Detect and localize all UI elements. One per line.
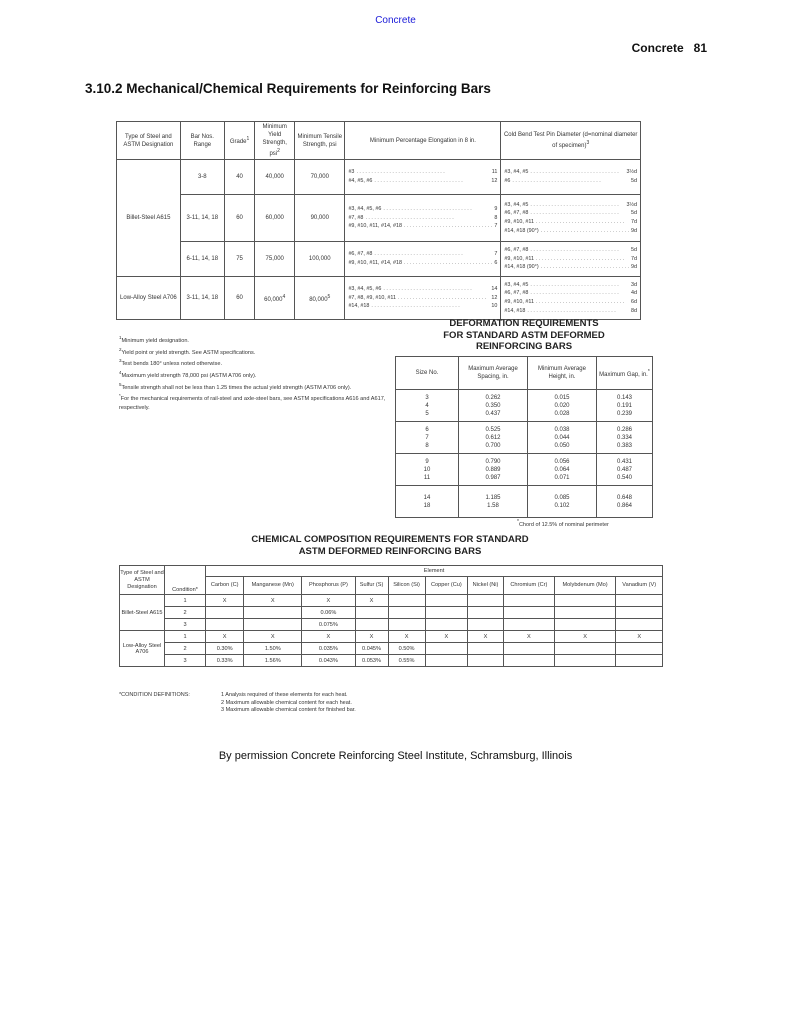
cell-element-value: 0.50% xyxy=(388,643,425,655)
table-row xyxy=(396,422,653,454)
cell-gap: 0.648 0.864 xyxy=(597,486,653,518)
cell-grade: 60 xyxy=(224,195,255,242)
cell-grade: 75 xyxy=(224,242,255,277)
col-header-element: Element xyxy=(206,566,663,577)
cell-element-value xyxy=(206,619,244,631)
cell-element-value xyxy=(355,607,388,619)
cell-element-value xyxy=(468,595,504,607)
col-header-yield: Minimum Yield Strength, psi$^2$ xyxy=(255,122,295,160)
cell-element-value xyxy=(244,619,302,631)
cell-element-value: 0.045% xyxy=(355,643,388,655)
element-header: Carbon (C) xyxy=(206,577,244,595)
cell-element-value: X xyxy=(355,631,388,643)
cell-element-value xyxy=(388,595,425,607)
cell-element-value: 0.053% xyxy=(355,655,388,667)
cell-element-value: 1.50% xyxy=(244,643,302,655)
deformation-table xyxy=(395,356,653,518)
cell-bend: #3, #4, #5 . . . 3d #6, #7, #8 . . . 4d #9, #10, #11 . . . 6d #14, #18 . . . 8d xyxy=(501,277,641,320)
cell-grade: 60 xyxy=(224,277,255,320)
col-header-height: Minimum Average Height, in. xyxy=(528,357,597,390)
cell-elongation: #3, #4, #5, #6 . . . 9 #7, #8 . . . 8 #9, #10, #11, #14, #18 . . . 7 xyxy=(345,195,501,242)
cell-element-value xyxy=(425,643,468,655)
cell-element-value: X xyxy=(503,631,554,643)
cell-element-value xyxy=(554,607,616,619)
cell-height: 0.085 0.102 xyxy=(528,486,597,518)
cell-height: 0.056 0.064 0.071 xyxy=(528,454,597,486)
footnote: $^2$Yield point or yield strength. See ASTM specifications. xyxy=(119,346,256,356)
cell-element-value xyxy=(554,643,616,655)
cell-element-value xyxy=(468,655,504,667)
cell-element-value xyxy=(616,619,663,631)
element-header: Sulfur (S) xyxy=(355,577,388,595)
section-title: 3.10.2 Mechanical/Chemical Requirements for Reinforcing Bars xyxy=(85,81,491,96)
group-label: Low-Alloy Steel A706 xyxy=(117,277,181,320)
cell-gap: 0.431 0.487 0.540 xyxy=(597,454,653,486)
cell-element-value: 1.56% xyxy=(244,655,302,667)
cell-spacing: 0.790 0.889 0.987 xyxy=(459,454,528,486)
footnotes xyxy=(119,334,389,413)
table-row xyxy=(117,277,641,320)
cell-element-value xyxy=(425,595,468,607)
cell-element-value xyxy=(425,607,468,619)
cell-condition: 3 xyxy=(165,619,206,631)
cell-tensile: 100,000 xyxy=(295,242,345,277)
col-header-bar-nos: Bar Nos. Range xyxy=(180,122,224,160)
top-link[interactable]: Concrete xyxy=(375,15,416,26)
cell-element-value xyxy=(388,619,425,631)
col-header-grade: Grade$^1$ xyxy=(224,122,255,160)
cell-element-value: X xyxy=(616,631,663,643)
cell-bend: #3, #4, #5 . . . 3½d #6, #7, #8 . . . 5d #9, #10, #11 . . . 7d #14, #18 (90°) . . . 9d xyxy=(501,195,641,242)
condition-definition: 2 Maximum allowable chemical content for each heat. xyxy=(221,699,352,706)
element-header: Copper (Cu) xyxy=(425,577,468,595)
cell-tensile: 90,000 xyxy=(295,195,345,242)
group-label: Billet-Steel A615 xyxy=(117,160,181,277)
deformation-title-line: REINFORCING BARS xyxy=(475,341,573,352)
element-header: Manganese (Mn) xyxy=(244,577,302,595)
table-row xyxy=(396,486,653,518)
element-header: Vanadium (V) xyxy=(616,577,663,595)
table-row xyxy=(396,454,653,486)
condition-definitions-label: *CONDITION DEFINITIONS: xyxy=(119,692,190,698)
condition-definition: 3 Maximum allowable chemical content for finished bar. xyxy=(221,707,356,714)
cell-element-value: X xyxy=(244,631,302,643)
cell-elongation: #3, #4, #5, #6 . . . 14 #7, #8, #9, #10, #11 . . . 12 #14, #18 . . . 10 xyxy=(345,277,501,320)
footnote: $^3$Test bends 180° unless noted otherwise. xyxy=(119,358,223,368)
cell-element-value: 0.043% xyxy=(302,655,355,667)
cell-element-value: 0.075% xyxy=(302,619,355,631)
cell-element-value xyxy=(244,607,302,619)
deformation-title-line: DEFORMATION REQUIREMENTS xyxy=(449,318,599,329)
table-row xyxy=(120,655,663,667)
cell-size: 3 4 5 xyxy=(396,390,459,422)
cell-element-value xyxy=(468,619,504,631)
cell-element-value: X xyxy=(206,595,244,607)
table-row xyxy=(117,160,641,195)
cell-bars: 3-11, 14, 18 xyxy=(180,195,224,242)
cell-grade: 40 xyxy=(224,160,255,195)
cell-element-value xyxy=(503,607,554,619)
cell-element-value xyxy=(503,655,554,667)
cell-height: 0.015 0.020 0.028 xyxy=(528,390,597,422)
cell-element-value: 0.30% xyxy=(206,643,244,655)
running-header xyxy=(632,41,707,55)
cell-element-value: X xyxy=(425,631,468,643)
cell-yield: 40,000 xyxy=(255,160,295,195)
cell-element-value: X xyxy=(206,631,244,643)
group-label: Low-Alloy Steel A706 xyxy=(120,631,165,667)
cell-gap: 0.143 0.191 0.239 xyxy=(597,390,653,422)
chemical-title-line: ASTM DEFORMED REINFORCING BARS xyxy=(298,545,482,557)
cell-size: 6 7 8 xyxy=(396,422,459,454)
footnote: $^1$Minimum yield designation. xyxy=(119,335,189,344)
cell-element-value xyxy=(425,619,468,631)
cell-element-value xyxy=(616,655,663,667)
cell-element-value xyxy=(616,643,663,655)
cell-element-value: X xyxy=(388,631,425,643)
chemical-composition-table xyxy=(119,565,663,667)
cell-element-value xyxy=(616,595,663,607)
mechanical-requirements-table xyxy=(116,121,641,320)
cell-element-value: 0.035% xyxy=(302,643,355,655)
footnote: $^4$Maximum yield strength 78,000 psi (ASTM A706 only). xyxy=(119,369,257,379)
col-header-spacing: Maximum Average Spacing, in. xyxy=(459,357,528,390)
col-header-type: Type of Steel and ASTM Designation xyxy=(120,566,165,595)
cell-element-value xyxy=(503,595,554,607)
col-header-elongation: Minimum Percentage Elongation in 8 in. xyxy=(345,122,501,160)
condition-definitions xyxy=(119,692,356,715)
chemical-body xyxy=(120,595,663,667)
cell-element-value xyxy=(388,607,425,619)
deformation-note: *Chord of 12.5% of nominal perimeter xyxy=(517,519,609,528)
cell-yield: 75,000 xyxy=(255,242,295,277)
cell-element-value xyxy=(468,607,504,619)
col-header-size: Size No. xyxy=(396,357,459,390)
condition-definition: 1 Analysis required of these elements for each heat. xyxy=(221,692,348,698)
col-header-bend: Cold Bend Test Pin Diameter (d=nominal diameter of specimen)$^3$ xyxy=(501,122,641,160)
cell-elongation: #6, #7, #8 . . . 7 #9, #10, #11, #14, #18 . . . 6 xyxy=(345,242,501,277)
cell-element-value: 0.55% xyxy=(388,655,425,667)
running-title: Concrete xyxy=(631,41,684,55)
group-label: Billet-Steel A615 xyxy=(120,595,165,631)
cell-element-value: X xyxy=(554,631,616,643)
cell-element-value xyxy=(503,619,554,631)
cell-height: 0.038 0.044 0.050 xyxy=(528,422,597,454)
cell-element-value xyxy=(355,619,388,631)
cell-spacing: 0.262 0.350 0.437 xyxy=(459,390,528,422)
col-header-tensile: Minimum Tensile Strength, psi xyxy=(295,122,345,160)
cell-elongation: #3 . . . 11 #4, #5, #6 . . . 12 xyxy=(345,160,501,195)
table-row xyxy=(120,643,663,655)
element-header: Nickel (Ni) xyxy=(468,577,504,595)
cell-tensile: 70,000 xyxy=(295,160,345,195)
cell-element-value: X xyxy=(244,595,302,607)
cell-yield: 60,000 xyxy=(255,195,295,242)
cell-element-value xyxy=(554,655,616,667)
table-row xyxy=(120,607,663,619)
cell-element-value: X xyxy=(302,631,355,643)
cell-yield: 60,000$^4$ xyxy=(255,277,295,320)
page-number: 81 xyxy=(693,41,707,55)
table-row xyxy=(120,595,663,607)
credit-line: By permission Concrete Reinforcing Steel Institute, Schramsburg, Illinois xyxy=(218,750,573,762)
col-header-condition: Condition* xyxy=(165,566,206,595)
footnote: $^5$Tensile strength shall not be less than 1.25 times the actual yield strength (ASTM A706 only). xyxy=(119,381,352,391)
table-row xyxy=(120,631,663,643)
cell-element-value: 0.06% xyxy=(302,607,355,619)
cell-element-value xyxy=(554,595,616,607)
chemical-title xyxy=(120,534,660,557)
cell-spacing: 1.185 1.58 xyxy=(459,486,528,518)
cell-tensile: 80,000$^5$ xyxy=(295,277,345,320)
cell-element-value xyxy=(503,643,554,655)
element-header: Phosphorus (P) xyxy=(302,577,355,595)
cell-element-value xyxy=(206,607,244,619)
cell-spacing: 0.525 0.612 0.700 xyxy=(459,422,528,454)
col-header-gap: Maximum Gap, in.* xyxy=(597,357,653,390)
cell-size: 9 10 11 xyxy=(396,454,459,486)
cell-element-value xyxy=(468,643,504,655)
table-row xyxy=(117,195,641,242)
cell-element-value: X xyxy=(468,631,504,643)
table-row xyxy=(396,390,653,422)
cell-element-value xyxy=(616,607,663,619)
table-row xyxy=(117,242,641,277)
cell-condition: 1 xyxy=(165,595,206,607)
footnote: *For the mechanical requirements of rail-steel and axle-steel bars, see ASTM specifications A616 and A617, respectively. xyxy=(119,393,386,411)
cell-gap: 0.286 0.334 0.383 xyxy=(597,422,653,454)
cell-size: 14 18 xyxy=(396,486,459,518)
chemical-title-line: CHEMICAL COMPOSITION REQUIREMENTS FOR STANDARD xyxy=(251,534,529,545)
cell-element-value: 0.33% xyxy=(206,655,244,667)
deformation-title-line: FOR STANDARD ASTM DEFORMED xyxy=(443,329,605,341)
col-header-type: Type of Steel and ASTM Designation xyxy=(117,122,181,160)
cell-bend: #3, #4, #5 . . . 3½d #6 . . . 5d xyxy=(501,160,641,195)
cell-element-value xyxy=(425,655,468,667)
element-header: Molybdenum (Mo) xyxy=(554,577,616,595)
cell-bars: 3-11, 14, 18 xyxy=(180,277,224,320)
table-row xyxy=(120,619,663,631)
cell-condition: 2 xyxy=(165,607,206,619)
cell-element-value: X xyxy=(355,595,388,607)
cell-condition: 3 xyxy=(165,655,206,667)
cell-condition: 1 xyxy=(165,631,206,643)
cell-element-value: X xyxy=(302,595,355,607)
cell-bend: #6, #7, #8 . . . 5d #9, #10, #11 . . . 7d #14, #18 (90°) . . . 9d xyxy=(501,242,641,277)
cell-condition: 2 xyxy=(165,643,206,655)
cell-bars: 6-11, 14, 18 xyxy=(180,242,224,277)
deformation-title xyxy=(395,318,653,353)
cell-bars: 3-8 xyxy=(180,160,224,195)
element-header: Silicon (Si) xyxy=(388,577,425,595)
element-header: Chromium (Cr) xyxy=(503,577,554,595)
cell-element-value xyxy=(554,619,616,631)
